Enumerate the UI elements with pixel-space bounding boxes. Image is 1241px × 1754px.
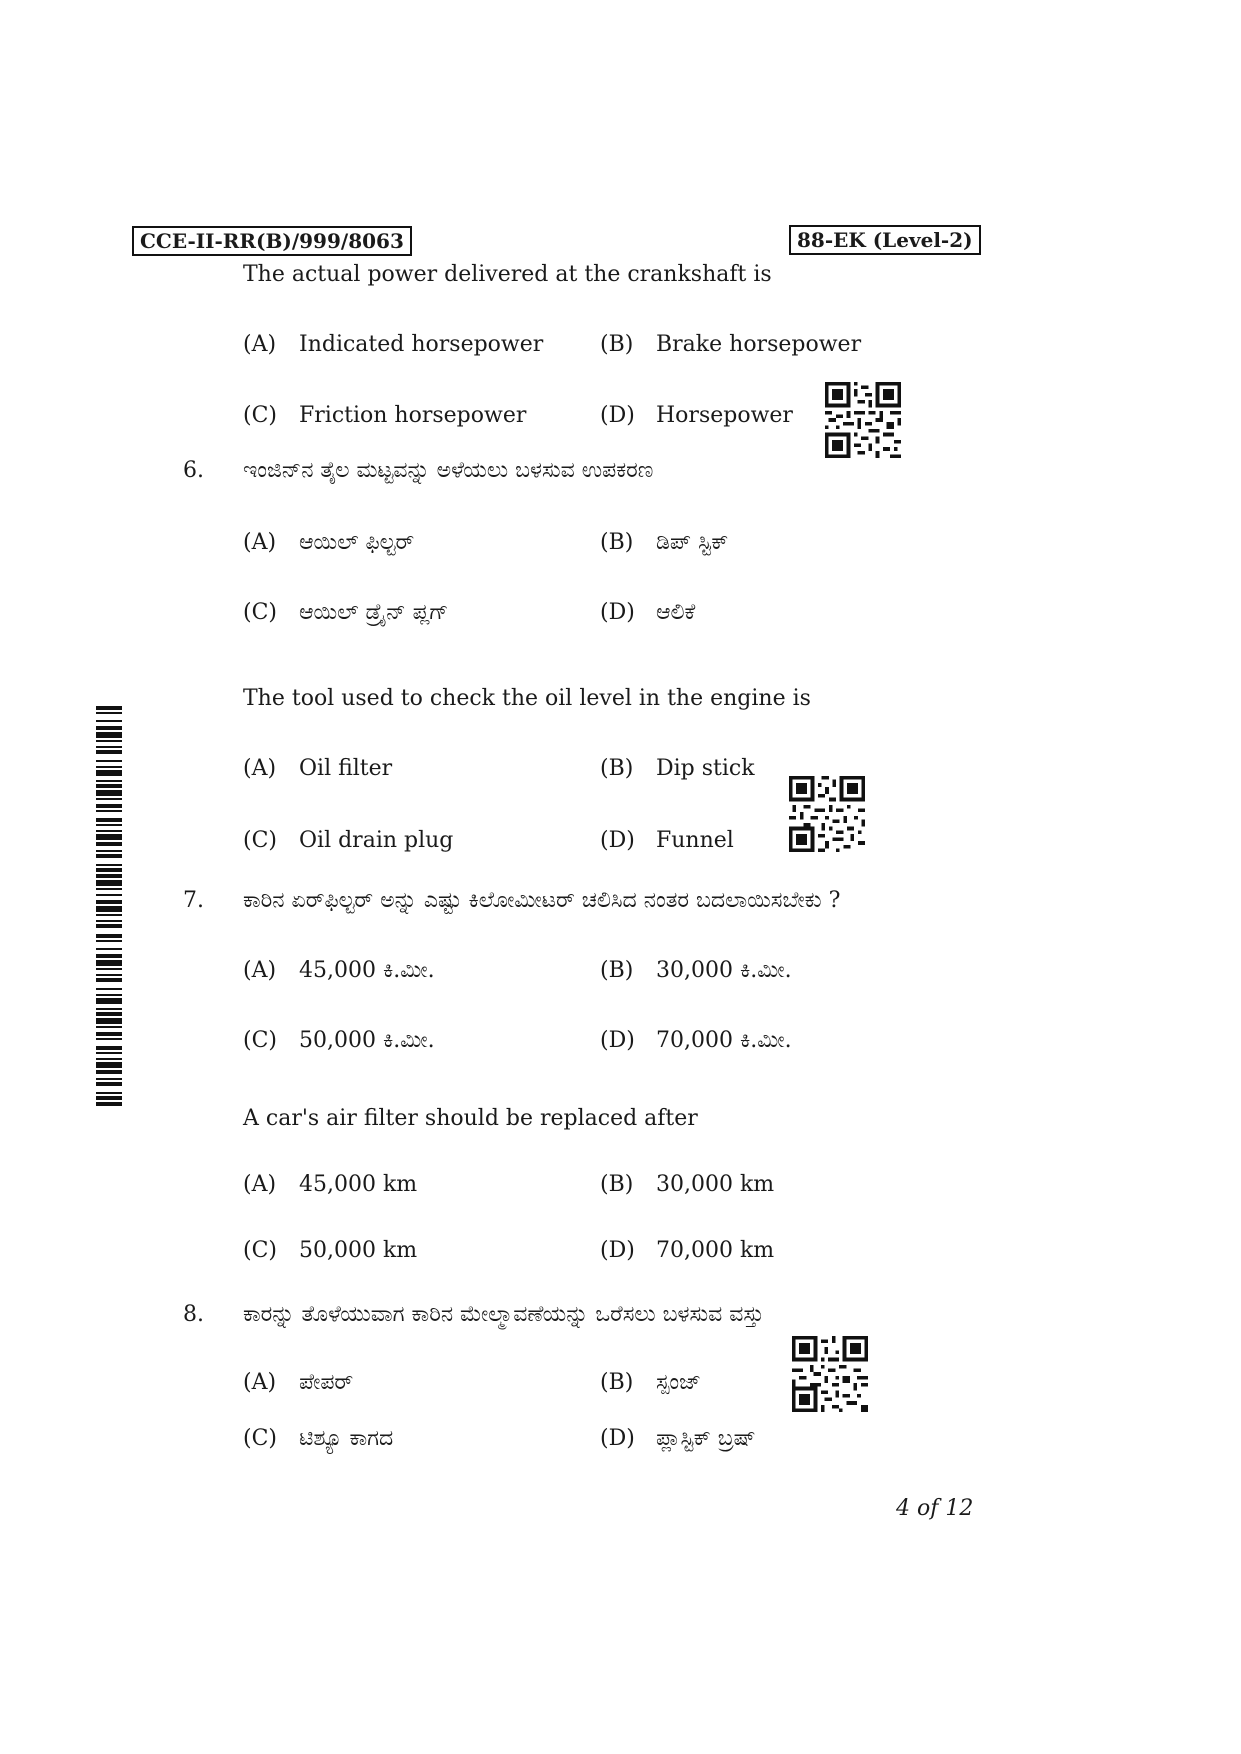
level-code: 88-EK (Level-2) — [789, 225, 981, 255]
q6-en-option-b: (B) Dip stick — [600, 756, 755, 781]
q7-kn-option-a: (A) 45,000 ಕಿ.ಮೀ. — [243, 958, 435, 983]
q5-option-d: (D) Horsepower — [600, 403, 793, 428]
q6-en-text: The tool used to check the oil level in the engine is — [243, 686, 811, 711]
barcode-icon — [96, 706, 122, 1106]
q7-kn-option-d: (D) 70,000 ಕಿ.ಮೀ. — [600, 1028, 792, 1053]
q6-en-option-a: (A) Oil filter — [243, 756, 393, 781]
q6-kn-text: ಇಂಜಿನ್‌ನ ತೈಲ ಮಟ್ಟವನ್ನು ಅಳೆಯಲು ಬಳಸುವ ಉಪಕರಣ — [243, 458, 654, 483]
q7-kn-option-b: (B) 30,000 ಕಿ.ಮೀ. — [600, 958, 792, 983]
q6-kn-option-d: (D) ಆಲಿಕೆ — [600, 600, 696, 625]
qr-code-icon — [825, 382, 901, 458]
q7-en-option-a: (A) 45,000 km — [243, 1172, 418, 1197]
paper-code: CCE-II-RR(B)/999/8063 — [132, 226, 412, 256]
qr-code-icon — [792, 1336, 868, 1412]
q7-en-option-d: (D) 70,000 km — [600, 1238, 775, 1263]
q7-kn-option-c: (C) 50,000 ಕಿ.ಮೀ. — [243, 1028, 435, 1053]
qr-code-icon — [789, 776, 865, 852]
q8-kn-option-b: (B) ಸ್ಪಂಜ್ — [600, 1370, 702, 1395]
q7-kn-text: ಕಾರಿನ ಏರ್‌ಫಿಲ್ಟರ್ ಅನ್ನು ಎಷ್ಟು ಕಿಲೋಮೀಟರ್ ಚಲಿಸಿದ ನಂತರ ಬದಲಾಯಿಸಬೇಕು ? — [243, 888, 841, 913]
q6-kn-option-a: (A) ಆಯಿಲ್ ಫಿಲ್ಟರ್ — [243, 530, 415, 555]
q6-kn-option-b: (B) ಡಿಪ್ ಸ್ಟಿಕ್ — [600, 530, 729, 555]
q8-kn-option-d: (D) ಪ್ಲಾಸ್ಟಿಕ್ ಬ್ರಷ್ — [600, 1426, 756, 1451]
q7-en-text: A car's air filter should be replaced after — [243, 1106, 698, 1131]
q6-kn-option-c: (C) ಆಯಿಲ್ ಡ್ರೈನ್ ಪ್ಲಗ್ — [243, 600, 449, 625]
q5-option-b: (B) Brake horsepower — [600, 332, 862, 357]
page-number: 4 of 12 — [896, 1496, 974, 1521]
q5-option-a: (A) Indicated horsepower — [243, 332, 544, 357]
q7-en-option-c: (C) 50,000 km — [243, 1238, 418, 1263]
q8-kn-text: ಕಾರನ್ನು ತೊಳೆಯುವಾಗ ಕಾರಿನ ಮೇಲ್ಮಾವಣೆಯನ್ನು ಒರೆಸಲು ಬಳಸುವ ವಸ್ತು — [243, 1302, 764, 1327]
q6-en-option-d: (D) Funnel — [600, 828, 734, 853]
q8-kn-option-c: (C) ಟಿಶ್ಯೂ ಕಾಗದ — [243, 1426, 394, 1451]
q5-option-c: (C) Friction horsepower — [243, 403, 527, 428]
q6-en-option-c: (C) Oil drain plug — [243, 828, 454, 853]
q6-number: 6. — [183, 458, 204, 483]
q8-number: 8. — [183, 1302, 204, 1327]
q8-kn-option-a: (A) ಪೇಪರ್ — [243, 1370, 354, 1395]
q7-number: 7. — [183, 888, 204, 913]
q7-en-option-b: (B) 30,000 km — [600, 1172, 775, 1197]
q5-en-text: The actual power delivered at the crankshaft is — [243, 262, 772, 287]
